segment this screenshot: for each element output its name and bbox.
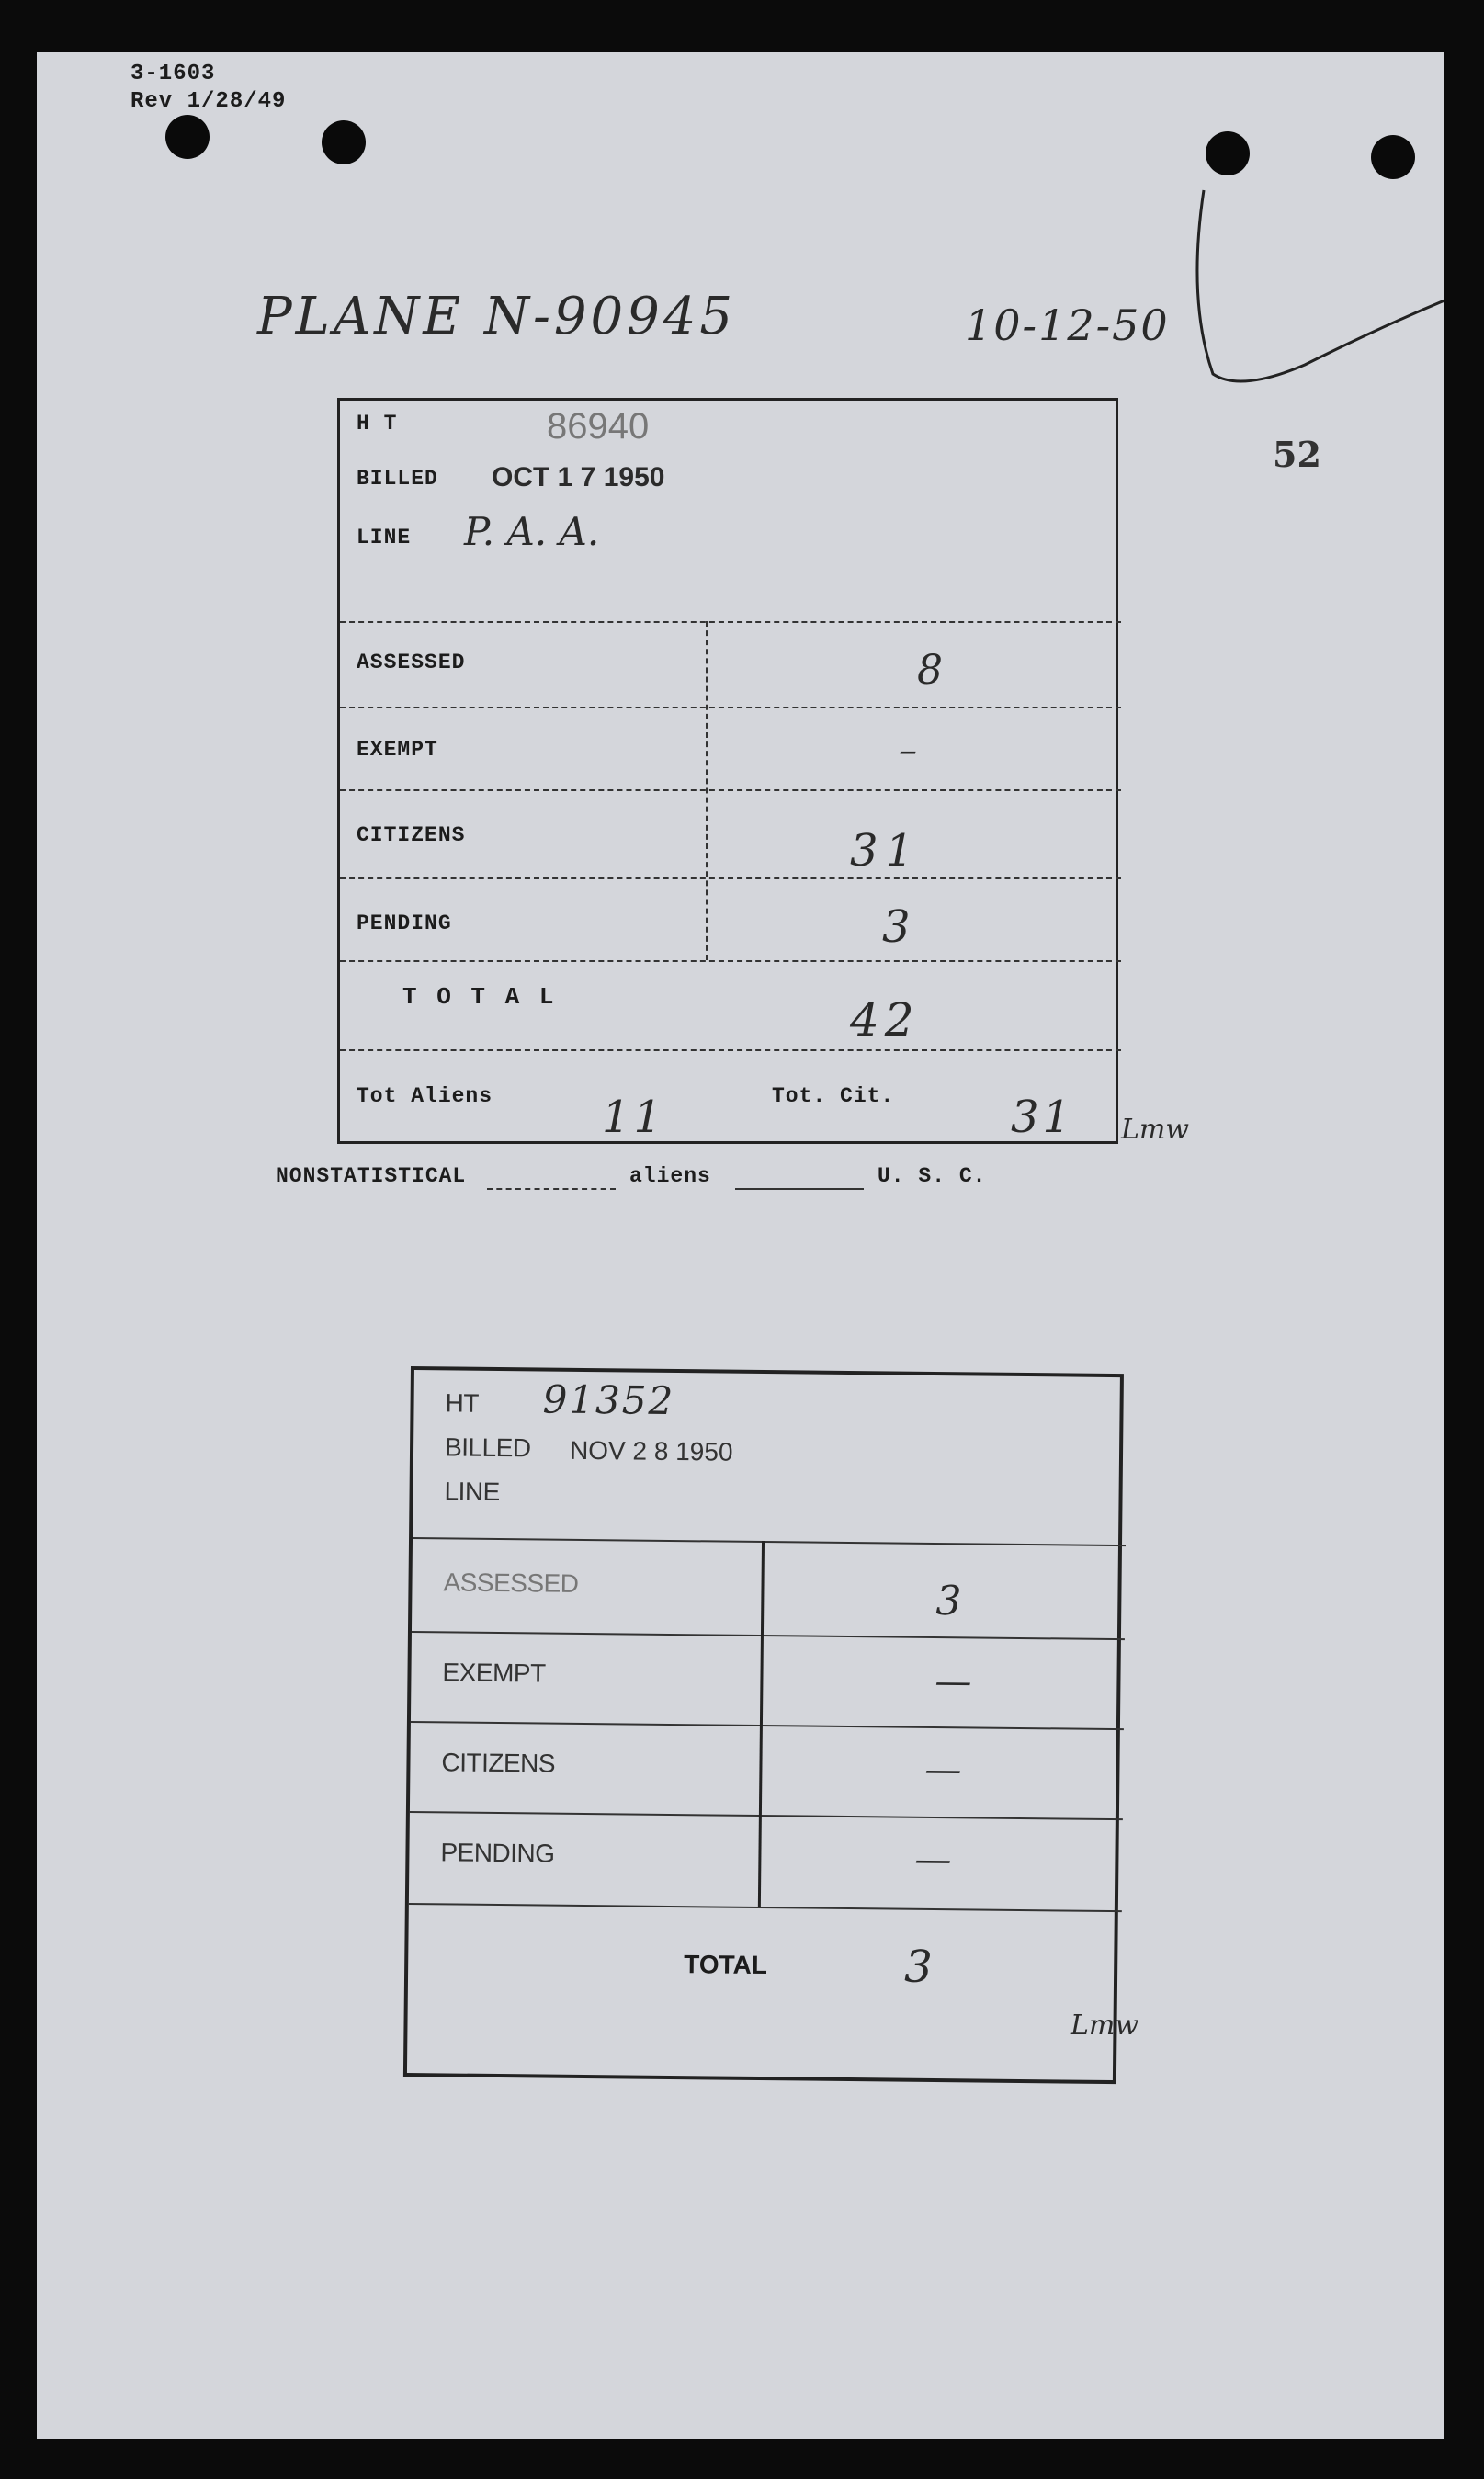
billed-label: BILLED <box>357 467 438 491</box>
aliens-label: aliens <box>629 1164 711 1188</box>
column-divider <box>706 621 708 960</box>
date-annotation: 10-12-50 <box>965 300 1170 350</box>
initials-1: Lmw <box>1121 1114 1190 1146</box>
pen-stroke <box>1176 153 1444 392</box>
row-label: CITIZENS <box>441 1748 556 1778</box>
divider <box>411 1721 1124 1730</box>
divider <box>340 877 1121 879</box>
tot-aliens-label: Tot Aliens <box>357 1084 493 1108</box>
tot-aliens-value: 11 <box>602 1092 666 1143</box>
nonstatistical-blank <box>487 1188 616 1190</box>
form-revision: Rev 1/28/49 <box>130 89 287 114</box>
tot-cit-label: Tot. Cit. <box>772 1084 895 1108</box>
ht-number: 91352 <box>542 1376 675 1424</box>
total-label: T O T A L <box>402 983 557 1011</box>
ht-label: HT <box>445 1388 480 1418</box>
billed-date-stamp: NOV 2 8 1950 <box>569 1435 733 1466</box>
divider <box>413 1537 1126 1546</box>
usc-label: U. S. C. <box>878 1164 987 1188</box>
line-label: LINE <box>444 1477 500 1507</box>
row-value: 3 <box>935 1577 962 1625</box>
divider <box>410 1811 1123 1820</box>
row-value: 31 <box>850 825 922 877</box>
punch-hole <box>322 120 366 164</box>
billed-label: BILLED <box>444 1432 531 1463</box>
nonstatistical-label: NONSTATISTICAL <box>276 1164 467 1188</box>
ht-label: H T <box>357 412 398 436</box>
divider <box>340 960 1121 962</box>
plane-annotation: PLANE N-90945 <box>257 287 737 346</box>
row-value: — <box>935 1659 972 1704</box>
row-label: EXEMPT <box>442 1658 546 1688</box>
initials-2: Lmw <box>1071 2009 1139 2042</box>
row-label: CITIZENS <box>357 823 466 847</box>
page-number: 52 <box>1273 434 1321 475</box>
tot-cit-value: 31 <box>1011 1092 1075 1143</box>
divider <box>412 1631 1125 1640</box>
divider <box>340 1049 1121 1051</box>
line-label: LINE <box>357 526 412 549</box>
form-number: 3-1603 <box>130 62 216 86</box>
total-value: 3 <box>903 1941 934 1993</box>
row-label: PENDING <box>357 911 452 935</box>
billed-date-stamp: OCT 1 7 1950 <box>492 462 665 492</box>
usc-blank <box>735 1188 864 1190</box>
line-value: P. A. A. <box>464 509 600 554</box>
row-value: – <box>899 730 917 772</box>
row-label: EXEMPT <box>357 738 438 762</box>
row-value: 3 <box>882 901 911 953</box>
document-page <box>37 52 1444 2439</box>
row-value: — <box>914 1838 952 1882</box>
divider <box>409 1903 1122 1912</box>
row-value: — <box>924 1748 962 1792</box>
row-label: PENDING <box>440 1838 555 1868</box>
total-value: 42 <box>850 993 920 1047</box>
divider <box>340 621 1121 623</box>
immigration-card-2 <box>403 1366 1124 2084</box>
divider <box>340 789 1121 791</box>
row-label: ASSESSED <box>357 651 466 674</box>
total-label: TOTAL <box>684 1950 768 1980</box>
row-value: 8 <box>917 647 943 694</box>
divider <box>340 707 1121 708</box>
column-divider <box>758 1541 765 1907</box>
punch-hole <box>165 115 210 159</box>
immigration-card-1 <box>337 398 1118 1144</box>
ht-number: 86940 <box>547 406 650 447</box>
row-label: ASSESSED <box>443 1568 579 1598</box>
